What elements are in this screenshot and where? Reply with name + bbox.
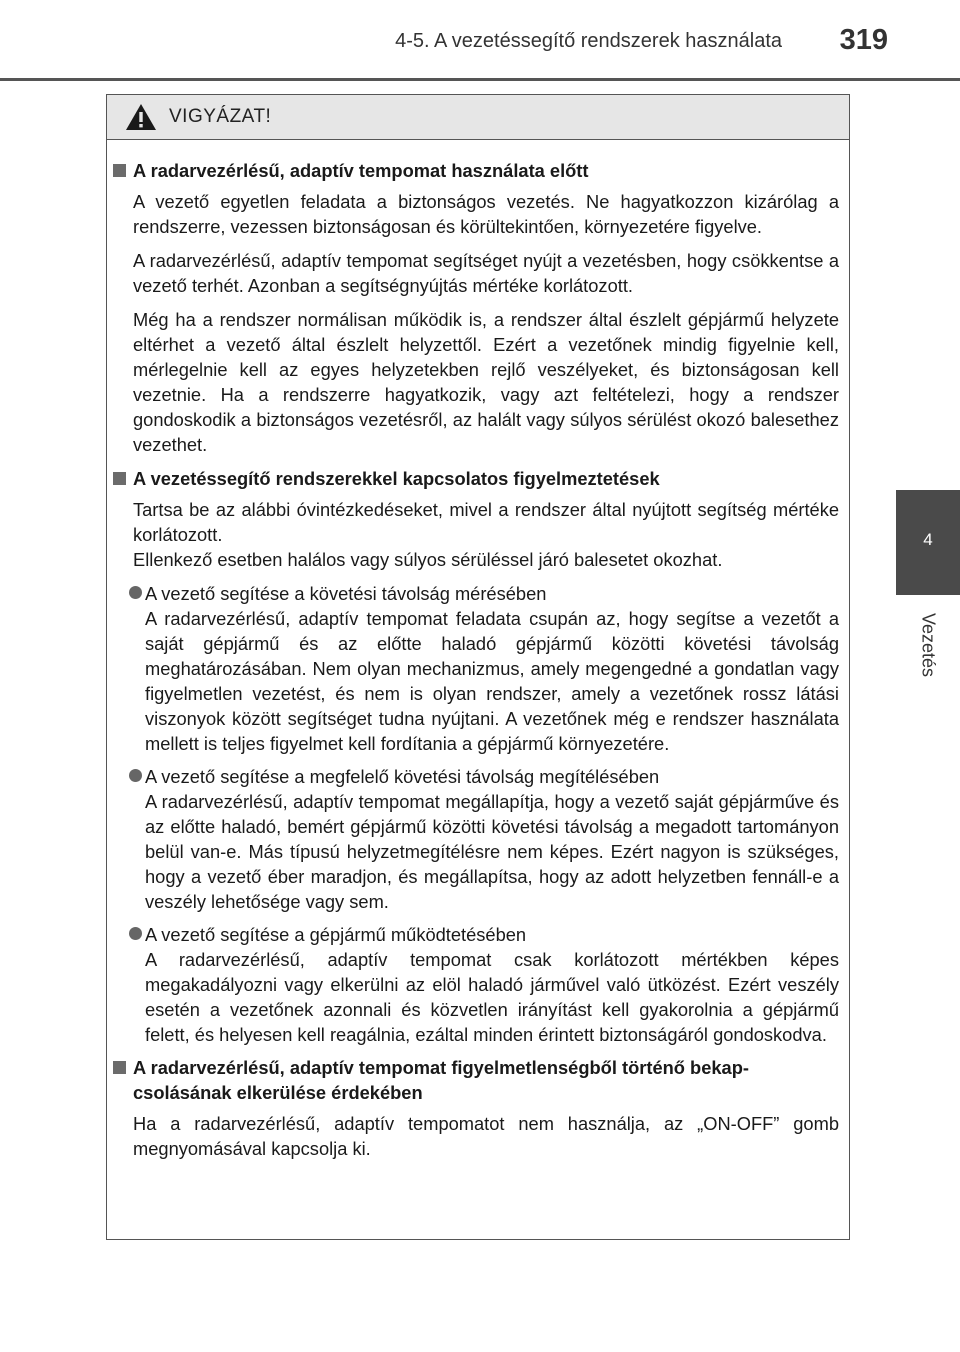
bullet-text: A radarvezérlésű, adaptív tempomat csak korlátozott mértékben képes megakadályozni vagy elkerülni az elöl haladó járművel való ütközést. Ezért veszély esetén a vezetőnek azonnali és közvetlen irányítást kell gyakorolnia a gépjármű felett, és helyesen kell reagálnia, ezáltal minden érintett biztonságáról gondoskodva. <box>145 949 839 1045</box>
list-item <box>145 922 839 1047</box>
section-title: 4-5. A vezetéssegítő rendszerek használata <box>395 30 782 52</box>
section-heading: A radarvezérlésű, adaptív tempomat figyelmetlenségből történő bekapcsolásának elkerülése érdekében <box>113 1055 839 1105</box>
warning-content <box>107 140 849 1161</box>
list-item <box>145 764 839 914</box>
section-heading: A radarvezérlésű, adaptív tempomat használata előtt <box>113 158 839 183</box>
bullet-title: A vezető segítése a követési távolság mérésében <box>145 583 547 604</box>
paragraph: Ha a radarvezérlésű, adaptív tempomatot nem használja, az „ON-OFF” gomb megnyomásával kapcsolja ki. <box>133 1113 839 1159</box>
bullet-title: A vezető segítése a megfelelő követési távolság megítélésében <box>145 766 660 787</box>
paragraph: A radarvezérlésű, adaptív tempomat segítséget nyújt a vezetésben, hogy csökkentse a vezető terhét. Azonban a segítségnyújtás mértéke korlátozott. <box>133 250 839 296</box>
chapter-tab <box>896 490 960 595</box>
page-number: 319 <box>839 24 888 56</box>
paragraph: Ellenkező esetben halálos vagy súlyos sérüléssel járó balesetet okozhat. <box>133 549 723 570</box>
page-header <box>0 0 960 80</box>
list-item <box>145 581 839 756</box>
bullet-title: A vezető segítése a gépjármű működtetésében <box>145 924 527 945</box>
warning-header <box>107 95 849 140</box>
section-heading: A vezetéssegítő rendszerekkel kapcsolatos figyelmeztetések <box>113 466 839 491</box>
chapter-label <box>896 600 960 690</box>
chapter-number: 4 <box>923 530 933 549</box>
square-bullet-icon <box>113 164 126 177</box>
square-bullet-icon <box>113 472 126 485</box>
square-bullet-icon <box>113 1061 126 1074</box>
round-bullet-icon <box>129 927 142 940</box>
bullet-text: A radarvezérlésű, adaptív tempomat feladata csupán az, hogy segítse a vezetőt a saját gépjármű és az előtte haladó gépjármű közötti követési távolság meghatározásában. Nem olyan mechanizmus, amely megengedné a gondatlan vagy figyelmetlen vezetést, és nem is olyan rendszer, amely a vezetőnek rossz látási viszonyok között segítséget tudna nyújtani. A vezetőnek még e rendszer használata mellett is teljes figyelmet kell fordítania a gépjármű környezetére. <box>145 608 839 754</box>
paragraph: Tartsa be az alábbi óvintézkedéseket, mivel a rendszer által nyújtott segítség mértéke korlátozott. <box>133 499 839 545</box>
header-divider <box>0 78 960 81</box>
warning-triangle-icon <box>125 103 157 131</box>
bullet-text: A radarvezérlésű, adaptív tempomat megállapítja, hogy a vezető saját gépjárműve és az előtte haladó, bemért gépjármű közötti követési távolság a megadott tartományon belül van-e. Más típusú helyzetmegítélésre nem képes. Ezért nagyon is szükséges, hogy a vezető éber maradjon, és megállapítsa, hogy az adott helyzetben fennáll-e a veszély lehetősége vagy sem. <box>145 791 839 912</box>
paragraph: A vezető egyetlen feladata a biztonságos vezetés. Ne hagyatkozzon kizárólag a rendszerre, vezessen biztonságosan és körültekintően, környezetére figyelve. <box>133 191 839 237</box>
round-bullet-icon <box>129 586 142 599</box>
warning-box <box>106 94 850 1240</box>
warning-title: VIGYÁZAT! <box>169 106 272 127</box>
round-bullet-icon <box>129 769 142 782</box>
chapter-label-text: Vezetés <box>918 612 939 678</box>
paragraph: Még ha a rendszer normálisan működik is, a rendszer által észlelt gépjármű helyzete eltérhet a vezető által észlelt helyzettől. Ezért a vezetőnek mindig figyelnie kell, mérlegelnie kell az egyes helyzetekben rejlő veszélyeket, és biztonságosan kell vezetnie. Ha a rendszerre hagyatkozik, vagy azt feltételezi, hogy a rendszer gondoskodik a biztonságos vezetésről, az halált vagy súlyos sérülést okozó balesethez vezethet. <box>133 309 839 455</box>
